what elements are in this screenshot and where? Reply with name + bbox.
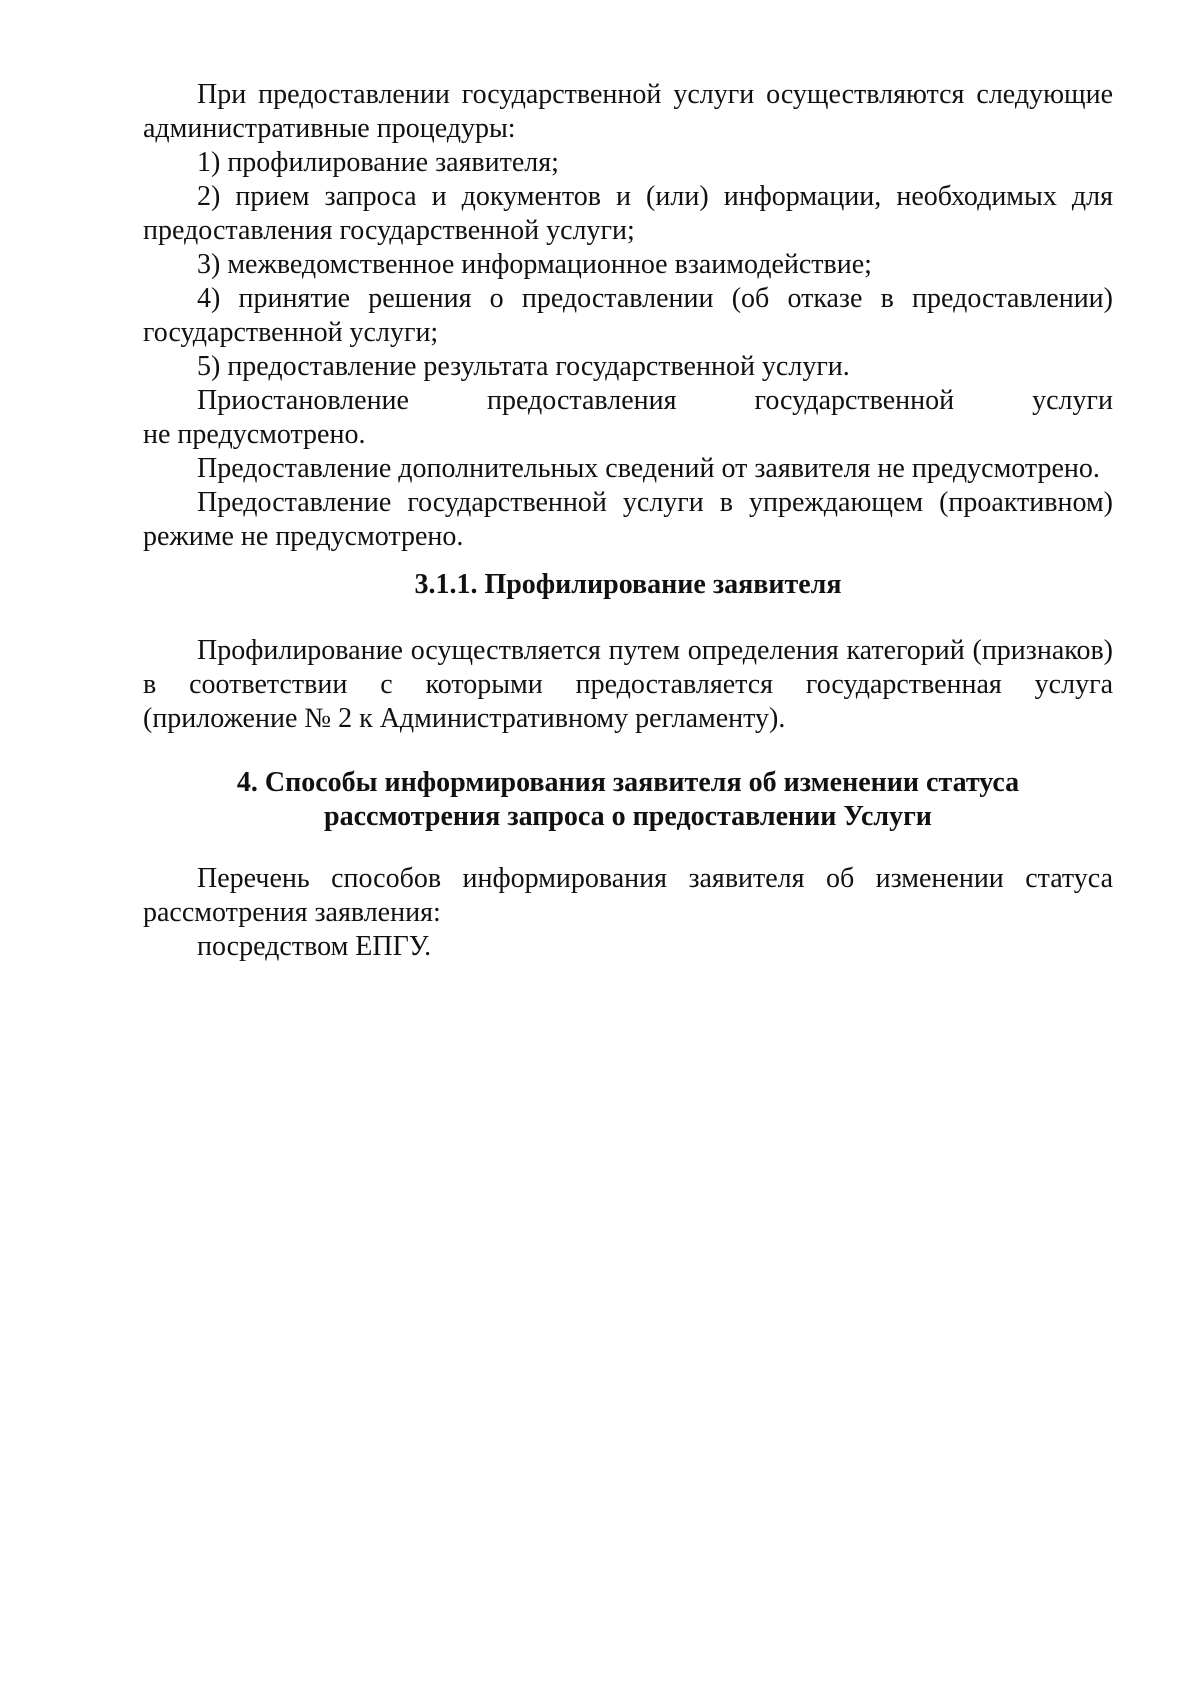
procedure-item-2: 2) прием запроса и документов и (или) информации, необходимых для предоставления государственной услуги; [143,181,1113,246]
section-4-heading-line-2: рассмотрения запроса о предоставлении Услуги [324,801,932,832]
methods-paragraph: Перечень способов информирования заявителя об изменении статуса рассмотрения заявления: [143,863,1113,928]
procedure-item-5: 5) предоставление результата государственной услуги. [197,351,850,382]
procedure-item-4: 4) принятие решения о предоставлении (об отказе в предоставлении) государственной услуги; [143,283,1113,348]
section-4-heading-line-1: 4. Способы информирования заявителя об изменении статуса [236,767,1020,798]
profiling-paragraph: Профилирование осуществляется путем определения категорий (признаков) в соответствии с которыми предоставляется государственная услуга (приложение № 2 к Административному регламенту). [143,635,1113,734]
proactive-paragraph: Предоставление государственной услуги в упреждающем (проактивном) режиме не предусмотрено. [143,487,1113,552]
methods-block [143,862,1113,964]
procedure-item-3: 3) межведомственное информационное взаимодействие; [197,249,872,280]
section-4-heading [143,766,1113,834]
additional-info-paragraph: Предоставление дополнительных сведений от заявителя не предусмотрено. [197,453,1100,484]
procedures-intro: При предоставлении государственной услуги осуществляются следующие административные процедуры: [143,79,1113,144]
procedure-item-1: 1) профилирование заявителя; [197,147,559,178]
suspension-line-2: не предусмотрено. [143,419,366,450]
section-311-heading: 3.1.1. Профилирование заявителя [414,569,842,600]
procedures-block [143,78,1113,554]
profiling-block [143,634,1113,736]
method-epgu: посредством ЕПГУ. [197,931,432,962]
suspension-line-1: Приостановление предоставления государственной услуги [197,385,1113,416]
